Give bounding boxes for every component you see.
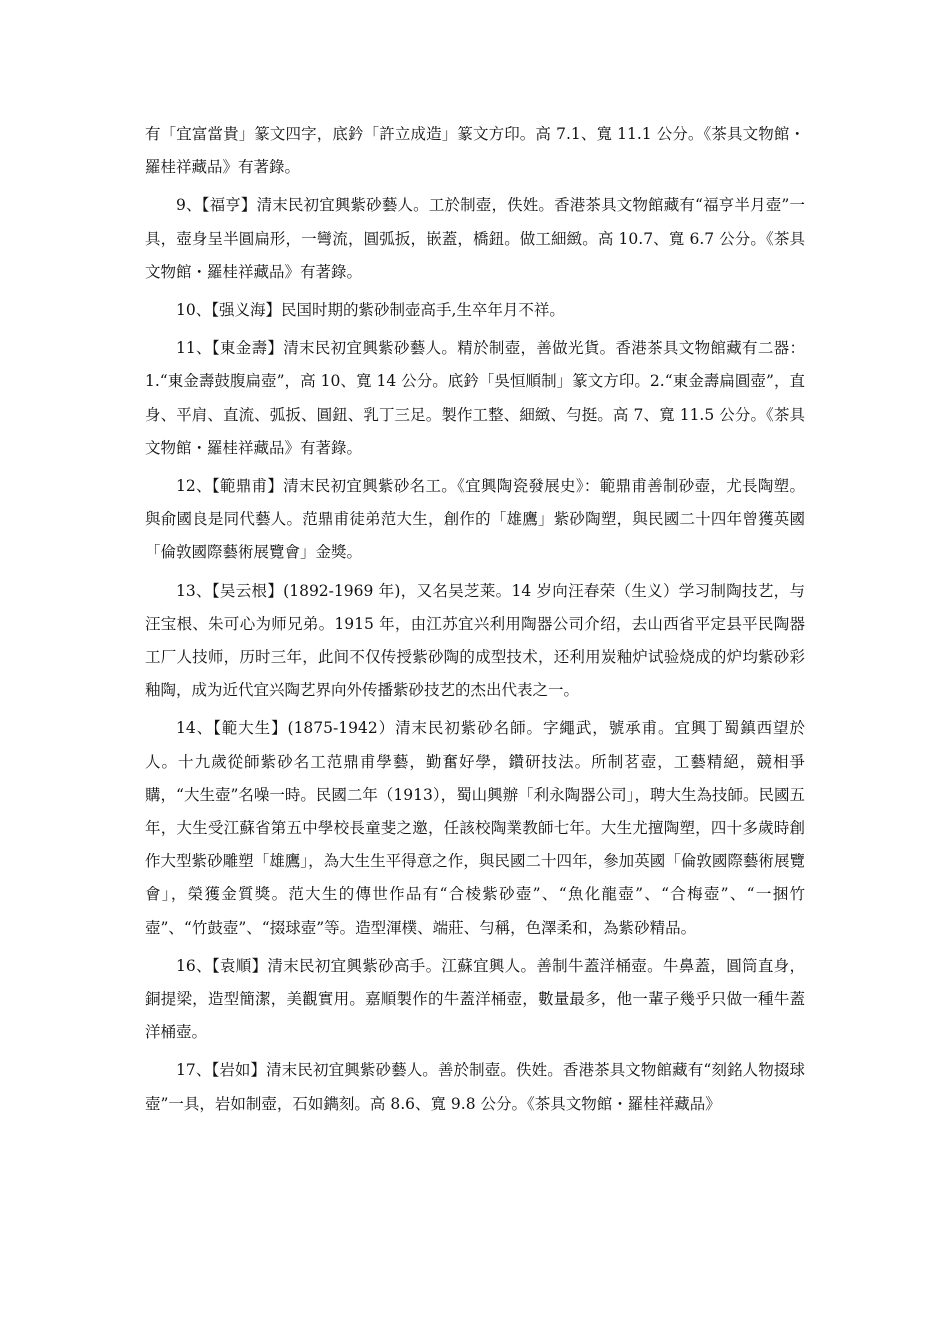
paragraph-entry-16: 16、【袁順】清末民初宜興紫砂高手。江蘇宜興人。善制牛蓋洋桶壺。牛鼻蓋，圓筒直身，銅提梁，造型簡潔，美觀實用。嘉順製作的牛蓋洋桶壺，數量最多，他一輩子幾乎只做一種牛蓋洋桶壺。 — [145, 956, 805, 1042]
paragraph-entry-12: 12、【範鼎甫】清末民初宜興紫砂名工。《宜興陶瓷發展史》：範鼎甫善制砂壺，尤長陶塑。與俞國良是同代藝人。范鼎甫徒弟范大生，創作的「雄鷹」紫砂陶塑，與民國二十四年曾獲英國「倫敦國際藝術展覽會」金獎。 — [145, 477, 805, 562]
paragraph-continuation: 有「宜富當貴」篆文四字，底鈐「許立成造」篆文方印。高 7.1、寬 11.1 公分。《茶具文物館・羅桂祥藏品》有著錄。 — [145, 125, 805, 177]
paragraph-entry-13: 13、【吴云根】(1892-1969 年)，又名吴芝莱。14 岁向汪春荣（生义）学习制陶技艺，与汪宝根、朱可心为师兄弟。1915 年，由江苏宜兴利用陶器公司介绍，去山西省平定县平民陶器工厂人技师，历时三年，此间不仅传授紫砂陶的成型技术，还利用炭釉炉试验烧成的炉均紫砂彩釉陶，成为近代宜兴陶艺界向外传播紫砂技艺的杰出代表之一。 — [145, 581, 805, 700]
document-body — [145, 118, 805, 1126]
paragraph-entry-9: 9、【福亨】清末民初宜興紫砂藝人。工於制壺，佚姓。香港茶具文物館藏有“福亨半月壺”一具，壺身呈半圓扁形，一彎流，圓弧扳，嵌蓋，橋鈕。做工細緻。高 10.7、寬 6.7 公分。《茶具文物館・羅桂祥藏品》有著錄。 — [145, 196, 805, 281]
paragraph-entry-17: 17、【岩如】清末民初宜興紫砂藝人。善於制壺。佚姓。香港茶具文物館藏有“刻銘人物掇球壺”一具，岩如制壺，石如鐫刻。高 8.6、寬 9.8 公分。《茶具文物館・羅桂祥藏品》 — [145, 1061, 805, 1113]
paragraph-entry-10: 10、【强义海】民国时期的紫砂制壶高手,生卒年月不祥。 — [176, 301, 565, 320]
paragraph-entry-11: 11、【東金壽】清末民初宜興紫砂藝人。精於制壺，善做光貨。香港茶具文物館藏有二器：1.“東金壽鼓腹扁壺”，高 10、寬 14 公分。底鈐「吳恒順制」篆文方印。2.“東金壽扁圓壺”，直身、平肩、直流、弧扳、圓鈕、乳丁三足。製作工整、細緻、勻挺。高 7、寬 11.5 公分。《茶具文物館・羅桂祥藏品》有著錄。 — [145, 339, 805, 457]
paragraph-entry-14: 14、【範大生】(1875-1942）清末民初紫砂名師。字繩武，號承甫。宜興丁蜀鎮西望於人。十九歲從師紫砂名工范鼎甫學藝，勤奮好學，鑽研技法。所制茗壺，工藝精絕，競相爭購，“大生壺”名噪一時。民國二年（1913），蜀山興辦「利永陶器公司」，聘大生為技師。民國五年，大生受江蘇省第五中學校長童斐之邀，任該校陶業教師七年。大生尤擅陶塑，四十多歲時創作大型紫砂雕塑「雄鷹」，為大生生平得意之作，與民國二十四年，參加英國「倫敦國際藝術展覽會」，榮獲金質獎。范大生的傳世作品有“合棱紫砂壺”、“魚化龍壺”、“合梅壺”、“一捆竹壺”、“竹鼓壺”、“掇球壺”等。造型渾樸、端莊、勻稱，色澤柔和，為紫砂精品。 — [145, 719, 805, 937]
